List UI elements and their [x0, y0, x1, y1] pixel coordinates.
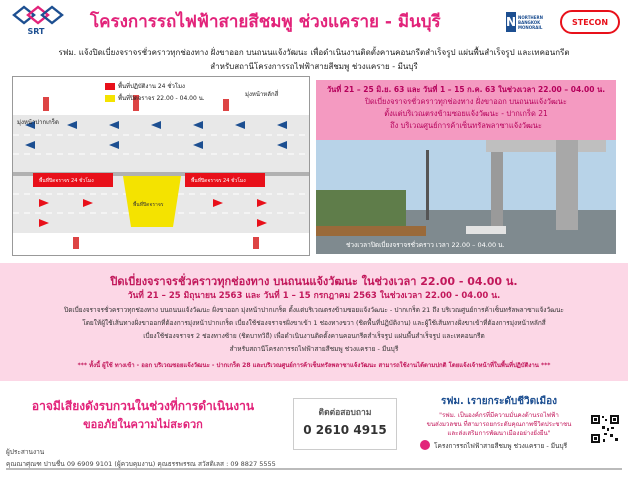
notice-body-4: สำหรับสถานีโครงการรถไฟฟ้าสายสีชมพู ช่วงแคราย - มีนบุรี — [229, 345, 399, 353]
info-box-dates: วันที่ 21 – 25 มิ.ย. 63 และ วันที่ 1 – 15 ก.ค. 63 ในช่วงเวลา 22.00 – 04.00 น. — [326, 85, 606, 94]
legend-item-work — [105, 81, 205, 91]
contact-label: ติดต่อสอบถาม — [318, 408, 372, 418]
pink-line-logo-icon — [420, 440, 430, 450]
srt-care-title: รฟม. เรายกระดับชีวิตเมือง — [440, 396, 558, 407]
page-title — [90, 8, 441, 35]
stecon-logo-text: STECON — [571, 17, 609, 27]
legend-label-work: พื้นที่ปฏิบัติงาน 24 ชั่วโมง — [118, 83, 185, 90]
legend-swatch-yellow — [105, 95, 115, 102]
srt-care-line-1: "รฟม. เป็นองค์กรที่มีความมั่นคงด้านรถไฟฟ้า — [439, 412, 559, 419]
notice-body-1: ปิดเบี่ยงจราจรชั่วคราวทุกช่องทาง บนถนนแจ้งวัฒนะ ฝั่งขาออก มุ่งหน้าปากเกร็ด ตั้งแต่บริเวณตรงข้ามซอยแจ้งวัฒนะ - ปากเกร็ด 21 ถึง บริเวณศูนย์การค้าเซ็นทรัลพลาซาแจ้งวัฒนะ — [64, 306, 564, 314]
contact-phone[interactable]: 0 2610 4915 — [303, 423, 387, 437]
work-zone-2-label: พื้นที่ปิดจราจร 24 ชั่วโมง — [191, 178, 246, 184]
site-photo-art — [316, 140, 616, 254]
map-label-pakkret: มุ่งหน้าปากเกร็ด — [17, 119, 59, 126]
map-label-laksi: มุ่งหน้าหลักสี่ — [245, 91, 279, 98]
nbm-logo-icon: N — [506, 12, 516, 32]
srt-logo-text: SRT — [27, 27, 45, 36]
info-box-line-3: ตั้งแต่บริเวณตรงข้ามซอยแจ้งวัฒนะ - ปากเกร็ด 21 — [384, 109, 548, 118]
info-box — [316, 80, 616, 140]
nbm-logo — [506, 10, 554, 34]
apology-line-2: ขออภัยในความไม่สะดวก — [83, 418, 203, 431]
notice-body-3: เบี่ยงใช้ช่องจราจร 2 ช่องทางซ้าย (ชิดบาทวิถี) เพื่อดำเนินงานติดตั้งคานคอนกรีตสำเร็จรูป แผ่นพื้นสำเร็จรูป และเทคอนกรีต — [143, 332, 485, 340]
traffic-map-svg — [13, 77, 309, 255]
legend-item-closure — [105, 93, 205, 103]
apology-line-1: อาจมีเสียงดังรบกวนในช่วงที่การดำเนินงาน — [31, 399, 255, 413]
legend-label-closure: พื้นที่ปิดจราจร 22.00 - 04.00 น. — [118, 95, 205, 102]
traffic-map — [12, 76, 310, 256]
photo-caption: ช่วงเวลาปิดเบี่ยงจราจรชั่วคราว เวลา 22.00 – 04.00 น. — [346, 241, 505, 249]
info-box-line-4: ถึง บริเวณศูนย์การค้าเซ็นทรัลพลาซาแจ้งวัฒนะ — [390, 121, 542, 130]
project-label: โครงการรถไฟฟ้าสายสีชมพู ช่วงแคราย - มีนบุรี — [434, 442, 568, 450]
intro-line-1: รฟม. แจ้งปิดเบี่ยงจราจรชั่วคราวทุกช่องทาง ฝั่งขาออก บนถนนแจ้งวัฒนะ เพื่อดำเนินงานติดตั้งคานคอนกรีตสำเร็จรูป แผ่นพื้นสำเร็จรูป และเทคอนกรีต — [58, 48, 570, 57]
notice-body-5: *** ทั้งนี้ ผู้ใช้ ทางเข้า - ออก บริเวณซอยแจ้งวัฒนะ - ปากเกร็ด 28 และบริเวณศูนย์การค้าเซ็นทรัลพลาซาแจ้งวัฒนะ สามารถใช้งานได้ตามปกติ โดยแจ้งเจ้าหน้าที่ในพื้นที่ปฏิบัติงาน *** — [77, 362, 551, 369]
contact-box — [293, 398, 397, 450]
title-route: ช่วงแคราย - มีนบุรี — [298, 12, 441, 32]
qr-code-icon[interactable] — [590, 414, 620, 444]
info-box-line-2: ปิดเบี่ยงจราจรชั่วคราวทุกช่องทาง ฝั่งขาออก บนถนนแจ้งวัฒนะ — [365, 97, 567, 106]
work-zone-1-label: พื้นที่ปิดจราจร 24 ชั่วโมง — [39, 178, 94, 184]
srt-logo — [6, 3, 66, 37]
closure-zone-label: พื้นที่ปิดจราจร — [133, 202, 164, 208]
coordinator-contacts: คุณณาศุณฑ ปานชื่น 09 6909 9101 (ผู้ควบคุมงาน) คุณธรรพรรณ สวัสดิเลส : 09 8827 5555 — [6, 460, 276, 468]
srt-care-line-3: และส่งเสริมการพัฒนาเมืองอย่างยั่งยืน" — [447, 430, 551, 437]
stecon-logo — [560, 10, 620, 34]
coordinator-label: ผู้ประสานงาน — [6, 448, 45, 456]
nbm-logo-text: NORTHERN BANGKOK MONORAIL — [518, 14, 543, 30]
site-photo — [316, 140, 616, 254]
title-main: โครงการรถไฟฟ้าสายสีชมพู — [90, 12, 293, 32]
notice-title: ปิดเบี่ยงจราจรชั่วคราวทุกช่องทาง บนถนนแจ้งวัฒนะ ในช่วงเวลา 22.00 - 04.00 น. — [110, 275, 518, 288]
notice-body-2: โดยให้ผู้ใช้เส้นทางฝั่งขาออกที่ต้องการมุ่งหน้าปากเกร็ด เบี่ยงใช้ช่องจราจรฝั่งขาเข้า 1 ช่องทางขวา (ชิดพื้นที่ปฏิบัติงาน) และผู้ใช้เส้นทางฝั่งขาเข้าที่ต้องการมุ่งหน้าหลักสี่ — [82, 319, 546, 327]
intro-line-2: สำหรับสถานีโครงการรถไฟฟ้าสายสีชมพู ช่วงแคราย - มีนบุรี — [210, 62, 418, 71]
notice-dates: วันที่ 21 – 25 มิถุนายน 2563 และ วันที่ 1 – 15 กรกฎาคม 2563 ในช่วงเวลา 22.00 - 04.00 น. — [127, 291, 501, 301]
srt-care-line-2: ขนส่งมวลชน ที่สามารถยกระดับคุณภาพชีวิตประชาชน — [426, 421, 572, 428]
map-legend — [105, 81, 205, 103]
legend-swatch-red — [105, 83, 115, 90]
